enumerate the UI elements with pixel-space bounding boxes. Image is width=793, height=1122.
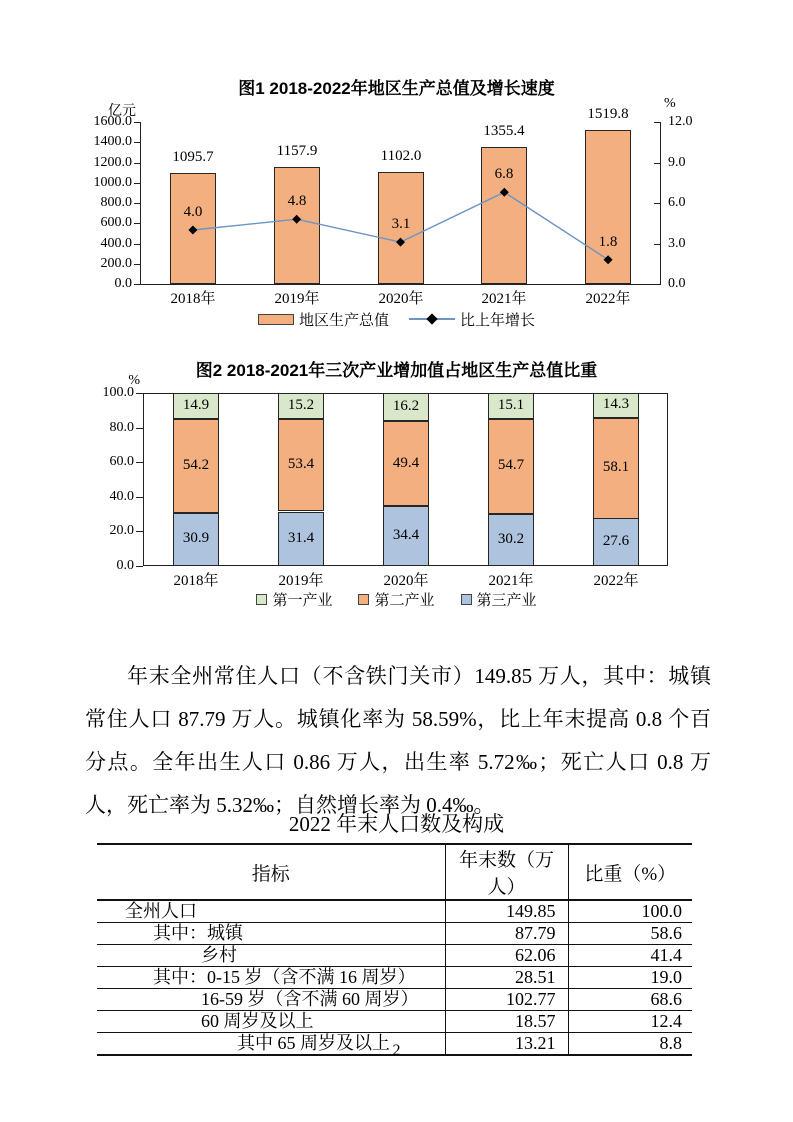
growth-value: 3.1 bbox=[391, 216, 411, 232]
share-cell: 19.0 bbox=[568, 967, 692, 989]
chart2-left-tick-label: 100.0 bbox=[102, 385, 134, 400]
legend-label: 第一产业 bbox=[272, 592, 333, 609]
table-row bbox=[97, 945, 692, 967]
gdp-bar-value: 1157.9 bbox=[276, 143, 318, 159]
legend-item-第二产业 bbox=[358, 589, 434, 610]
column-header: 指标 bbox=[97, 844, 445, 900]
chart1-left-tick-label: 0.0 bbox=[114, 276, 132, 291]
table-header-row bbox=[97, 844, 692, 900]
table-row bbox=[97, 967, 692, 989]
table-row bbox=[97, 1011, 692, 1033]
page-number: 2 bbox=[392, 1042, 401, 1059]
chart1-left-axis-unit: 亿元 bbox=[108, 104, 136, 119]
chart1-right-tick-label: 12.0 bbox=[668, 114, 693, 129]
industry-segment-value: 54.7 bbox=[497, 457, 525, 473]
indicator-cell: 乡村 bbox=[97, 945, 445, 967]
value-cell: 13.21 bbox=[445, 1033, 568, 1056]
value-cell: 87.79 bbox=[445, 923, 568, 945]
industry-segment-value: 15.1 bbox=[497, 397, 525, 413]
chart1-left-tick-label: 200.0 bbox=[100, 256, 132, 271]
table-row bbox=[97, 900, 692, 923]
legend-square-swatch bbox=[358, 594, 369, 605]
indicator-cell: 其中：城镇 bbox=[97, 923, 445, 945]
chart2-category-label: 2018年 bbox=[173, 573, 219, 589]
industry-segment-value: 14.3 bbox=[602, 396, 630, 412]
chart1-category-label: 2019年 bbox=[274, 291, 320, 307]
legend-item-第三产业 bbox=[461, 589, 537, 610]
gdp-bar-value: 1102.0 bbox=[380, 148, 422, 164]
value-cell: 149.85 bbox=[445, 900, 568, 923]
industry-segment-value: 31.4 bbox=[287, 530, 315, 546]
indicator-cell: 其中 65 周岁及以上 bbox=[237, 1033, 390, 1053]
indicator-cell: 其中：0-15 岁（含不满 16 周岁） bbox=[97, 967, 445, 989]
chart2-left-tick-label: 80.0 bbox=[109, 420, 134, 435]
chart1-right-tick-label: 6.0 bbox=[668, 195, 686, 210]
population-table bbox=[97, 843, 692, 1056]
industry-segment-value: 16.2 bbox=[392, 398, 420, 414]
chart2-left-tick-label: 40.0 bbox=[109, 489, 134, 504]
legend-item-第一产业 bbox=[256, 589, 332, 610]
chart2-legend bbox=[0, 590, 793, 608]
industry-segment-value: 30.9 bbox=[182, 530, 210, 546]
chart2-left-tick-label: 0.0 bbox=[116, 558, 134, 573]
industry-segment-value: 53.4 bbox=[287, 456, 315, 472]
indicator-cell: 全州人口 bbox=[97, 900, 445, 923]
chart2-category-label: 2021年 bbox=[488, 573, 534, 589]
share-cell: 41.4 bbox=[568, 945, 692, 967]
growth-value: 6.8 bbox=[494, 166, 514, 182]
share-cell: 100.0 bbox=[568, 900, 692, 923]
chart1-left-tick-label: 800.0 bbox=[100, 195, 132, 210]
table-row bbox=[97, 923, 692, 945]
chart2-left-axis-unit: % bbox=[128, 373, 140, 388]
legend-label: 第二产业 bbox=[374, 592, 435, 609]
share-cell: 12.4 bbox=[568, 1011, 692, 1033]
industry-segment-value: 34.4 bbox=[392, 527, 420, 543]
industry-segment-value: 30.2 bbox=[497, 531, 525, 547]
chart1-right-tick-label: 0.0 bbox=[668, 276, 686, 291]
chart2-left-tick bbox=[136, 531, 143, 532]
chart2-title: 图2 2018-2021年三次产业增加值占地区生产总值比重 bbox=[195, 361, 598, 380]
legend-label: 比上年增长 bbox=[460, 312, 536, 329]
industry-segment-value: 15.2 bbox=[287, 397, 315, 413]
industry-segment-value: 58.1 bbox=[602, 459, 630, 475]
chart1-right-axis-unit: % bbox=[664, 96, 676, 111]
growth-value: 4.0 bbox=[183, 204, 203, 220]
chart2-left-tick-label: 60.0 bbox=[109, 454, 134, 469]
value-cell: 18.57 bbox=[445, 1011, 568, 1033]
growth-value: 4.8 bbox=[287, 193, 307, 209]
industry-segment-value: 54.2 bbox=[182, 457, 210, 473]
chart1-left-tick-label: 1600.0 bbox=[93, 114, 132, 129]
value-cell: 102.77 bbox=[445, 989, 568, 1011]
chart2-left-tick bbox=[136, 393, 143, 394]
chart1-left-tick-label: 1400.0 bbox=[93, 134, 132, 149]
gdp-bar-value: 1355.4 bbox=[483, 123, 525, 139]
chart1-category-label: 2022年 bbox=[585, 291, 631, 307]
chart2-left-tick bbox=[136, 497, 143, 498]
chart2-category-label: 2020年 bbox=[383, 573, 429, 589]
chart1-left-tick-label: 1000.0 bbox=[93, 175, 132, 190]
column-header: 年末数（万人） bbox=[445, 844, 568, 900]
share-cell: 68.6 bbox=[568, 989, 692, 1011]
legend-square-swatch bbox=[256, 594, 267, 605]
value-cell: 62.06 bbox=[445, 945, 568, 967]
indicator-cell: 60 周岁及以上 bbox=[97, 1011, 445, 1033]
gdp-bar-value: 1519.8 bbox=[587, 106, 629, 122]
chart1-title: 图1 2018-2022年地区生产总值及增长速度 bbox=[238, 79, 555, 98]
table-row bbox=[97, 989, 692, 1011]
industry-segment-value: 49.4 bbox=[392, 455, 420, 471]
chart1-category-label: 2018年 bbox=[170, 291, 216, 307]
population-paragraph: 年末全州常住人口（不含铁门关市）149.85 万人，其中：城镇常住人口 87.79 万人。城镇化率为 58.59%，比上年末提高 0.8 个百分点。全年出生人口 0.86 万人，出生率 5.72‰；死亡人口 0.8 万人，死亡率为 5.32‰；自然增长率为 0.4‰。 bbox=[85, 664, 711, 817]
chart1-left-tick-label: 1200.0 bbox=[93, 155, 132, 170]
chart1-right-tick-label: 3.0 bbox=[668, 236, 686, 251]
chart1-category-label: 2021年 bbox=[481, 291, 527, 307]
chart2-left-tick bbox=[136, 428, 143, 429]
industry-segment-value: 27.6 bbox=[602, 533, 630, 549]
growth-value: 1.8 bbox=[598, 234, 618, 250]
share-cell: 58.6 bbox=[568, 923, 692, 945]
legend-label: 第三产业 bbox=[476, 592, 537, 609]
chart2-left-tick bbox=[136, 462, 143, 463]
chart2-category-label: 2022年 bbox=[593, 573, 639, 589]
chart1-category-label: 2020年 bbox=[378, 291, 424, 307]
column-header: 比重（%） bbox=[568, 844, 692, 900]
chart2-left-tick bbox=[136, 566, 143, 567]
chart2-left-tick-label: 20.0 bbox=[109, 523, 134, 538]
population-table-title: 2022 年末人口数及构成 bbox=[288, 812, 505, 836]
chart1-right-tick-label: 9.0 bbox=[668, 155, 686, 170]
chart2-category-label: 2019年 bbox=[278, 573, 324, 589]
chart1-left-tick-label: 400.0 bbox=[100, 236, 132, 251]
gdp-bar-value: 1095.7 bbox=[172, 149, 214, 165]
chart1-left-tick-label: 600.0 bbox=[100, 215, 132, 230]
legend-label: 地区生产总值 bbox=[298, 312, 389, 329]
indicator-cell: 16-59 岁（含不满 60 周岁） bbox=[97, 989, 445, 1011]
industry-segment-value: 14.9 bbox=[182, 397, 210, 413]
legend-square-swatch bbox=[461, 594, 472, 605]
value-cell: 28.51 bbox=[445, 967, 568, 989]
share-cell: 8.8 bbox=[568, 1033, 692, 1056]
